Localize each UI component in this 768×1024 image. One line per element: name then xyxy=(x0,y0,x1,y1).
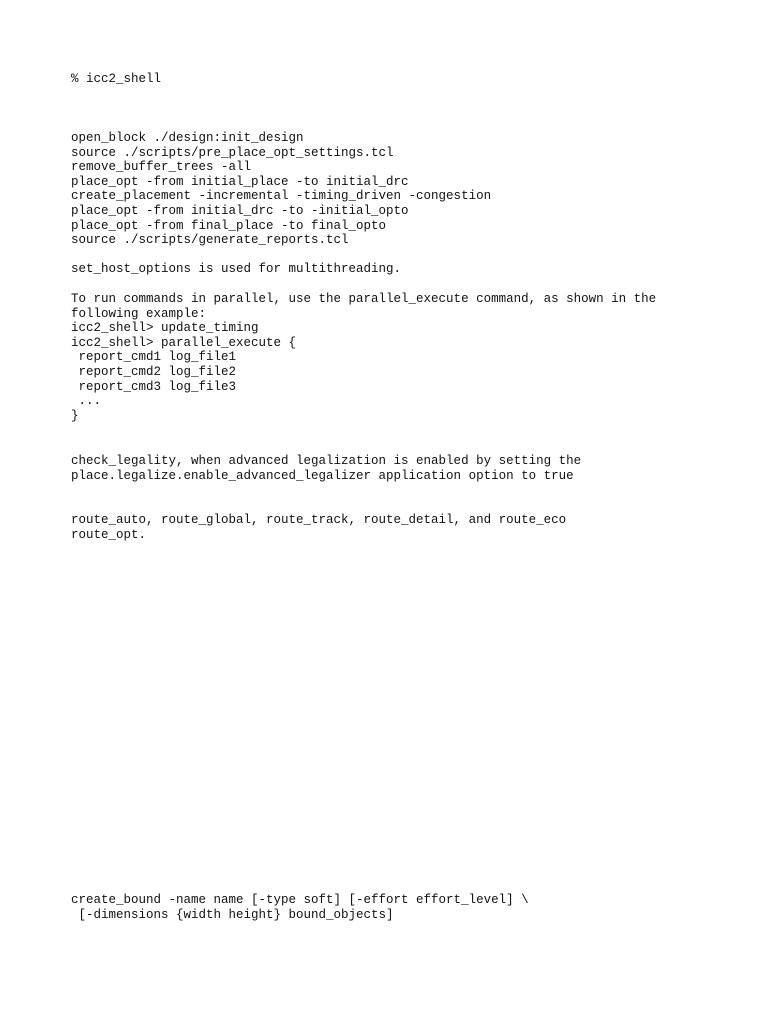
parallel-line: } xyxy=(71,408,79,423)
bound-line: create_bound -name name [-type soft] [-effort effort_level] \ xyxy=(71,893,529,907)
host-options-line: set_host_options is used for multithreading. xyxy=(71,262,402,276)
route-line: route_auto, route_global, route_track, route_detail, and route_eco xyxy=(71,513,567,527)
create-bound-syntax xyxy=(71,893,529,922)
parallel-line: report_cmd2 log_file2 xyxy=(71,364,237,379)
legality-line: place.legalize.enable_advanced_legalizer application option to true xyxy=(71,468,574,483)
shell-prompt-line: % icc2_shell xyxy=(71,72,162,86)
route-line: route_opt. xyxy=(71,527,147,542)
command-line: open_block ./design:init_design xyxy=(71,131,304,145)
command-line: source ./scripts/generate_reports.tcl xyxy=(71,233,349,248)
command-line: place_opt -from initial_place -to initial_drc xyxy=(71,174,409,189)
command-line: source ./scripts/pre_place_opt_settings.tcl xyxy=(71,145,394,160)
command-line: create_placement -incremental -timing_driven -congestion xyxy=(71,189,492,204)
parallel-line: following example: xyxy=(71,306,207,321)
parallel-line: icc2_shell> parallel_execute { xyxy=(71,335,297,350)
bound-line: [-dimensions {width height} bound_objects] xyxy=(71,907,394,922)
legality-note xyxy=(71,454,581,483)
parallel-line: To run commands in parallel, use the parallel_execute command, as shown in the xyxy=(71,292,657,306)
command-sequence-block xyxy=(71,131,491,248)
parallel-line: icc2_shell> update_timing xyxy=(71,321,259,336)
parallel-line: report_cmd1 log_file1 xyxy=(71,350,237,365)
command-line: place_opt -from initial_drc -to -initial_opto xyxy=(71,203,409,218)
parallel-line: ... xyxy=(71,394,102,409)
command-line: remove_buffer_trees -all xyxy=(71,160,252,175)
parallel-line: report_cmd3 log_file3 xyxy=(71,379,237,394)
host-options-note xyxy=(71,262,401,277)
parallel-execute-example xyxy=(71,292,656,423)
legality-line: check_legality, when advanced legalization is enabled by setting the xyxy=(71,454,582,468)
shell-prompt-block xyxy=(71,72,161,87)
route-commands-note xyxy=(71,513,566,542)
command-line: place_opt -from final_place -to final_opto xyxy=(71,218,387,233)
